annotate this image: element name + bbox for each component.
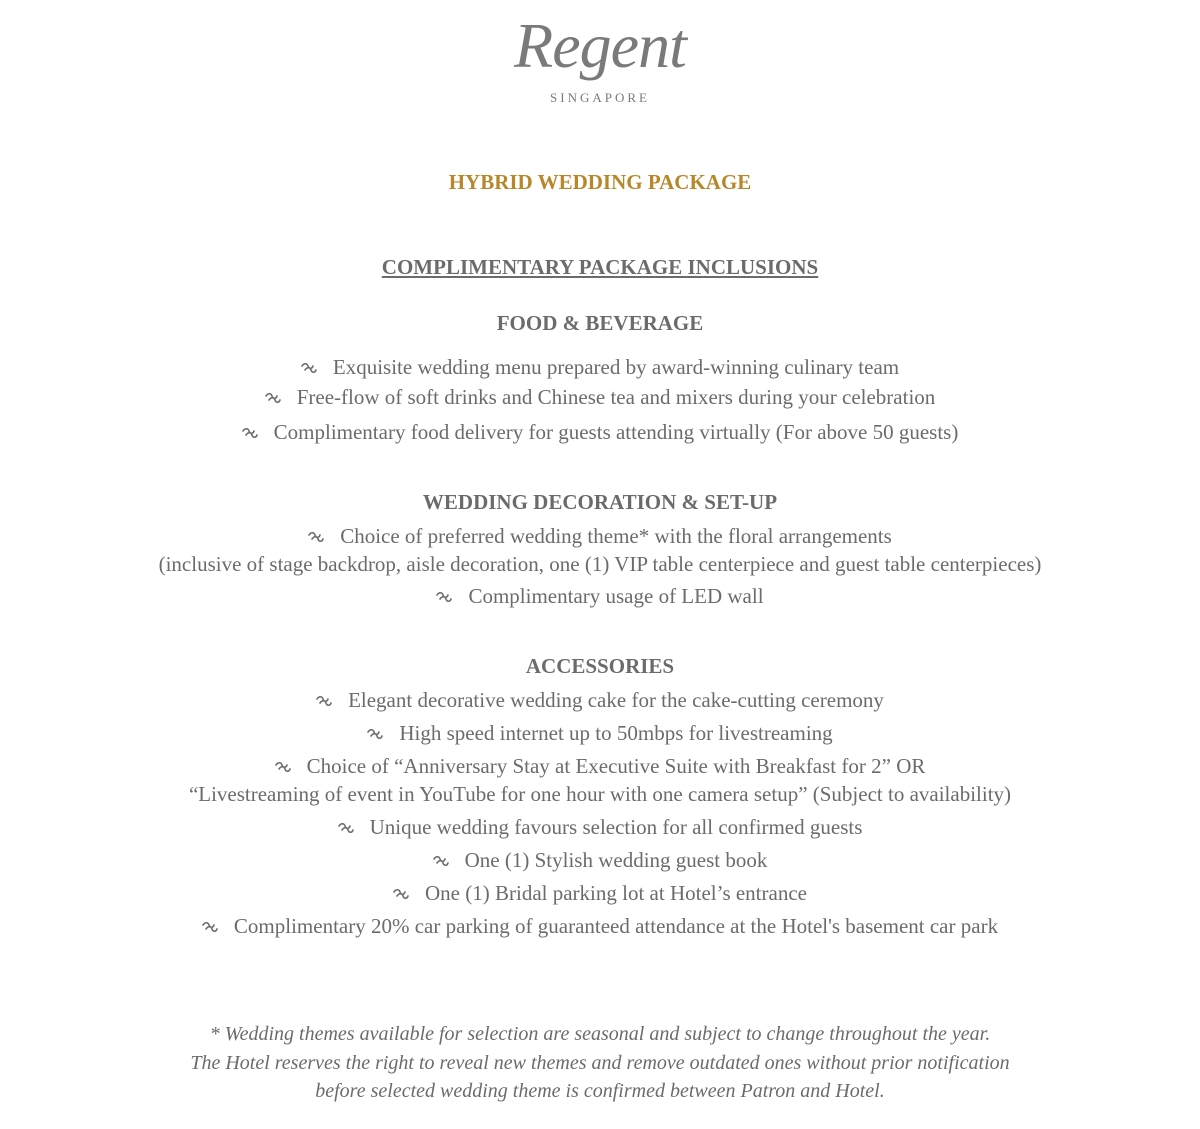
list-item-text: One (1) Stylish wedding guest book <box>464 848 768 872</box>
list-item <box>0 418 1200 446</box>
list-item-text: Free-flow of soft drinks and Chinese tea and mixers during your celebration <box>296 385 936 409</box>
footnote-line: before selected wedding theme is confirmed between Patron and Hotel. <box>315 1080 885 1102</box>
list-item-continuation: “Livestreaming of event in YouTube for one hour with one camera setup” (Subject to availability) <box>188 782 1012 806</box>
food-heading: FOOD & BEVERAGE <box>496 311 704 335</box>
decoration-heading: WEDDING DECORATION & SET-UP <box>422 490 778 514</box>
list-item <box>0 813 1200 841</box>
fleuron-bullet-icon <box>316 695 332 707</box>
package-title: HYBRID WEDDING PACKAGE <box>448 170 752 194</box>
footnote-line: * Wedding themes available for selection are seasonal and subject to change throughout the year. <box>209 1023 991 1045</box>
list-item <box>0 846 1200 874</box>
list-item-text: Complimentary food delivery for guests attending virtually (For above 50 guests) <box>273 420 959 444</box>
fleuron-bullet-icon <box>393 888 409 900</box>
list-item-text: Choice of preferred wedding theme* with the floral arrangements <box>340 524 892 548</box>
brand-logo <box>0 6 1200 106</box>
list-item <box>0 879 1200 907</box>
fleuron-bullet-icon <box>436 591 452 603</box>
list-item-text: Exquisite wedding menu prepared by award-winning culinary team <box>332 355 900 379</box>
list-item <box>0 353 1200 381</box>
fleuron-bullet-icon <box>308 531 324 543</box>
fleuron-bullet-icon <box>338 822 354 834</box>
fleuron-bullet-icon <box>301 362 317 374</box>
list-item <box>0 522 1200 550</box>
list-item <box>0 912 1200 940</box>
list-item-text: Choice of “Anniversary Stay at Executive Suite with Breakfast for 2” OR <box>306 754 926 778</box>
fleuron-bullet-icon <box>433 855 449 867</box>
list-item-continuation: (inclusive of stage backdrop, aisle decoration, one (1) VIP table centerpiece and guest table centerpieces) <box>158 552 1042 576</box>
list-item <box>0 719 1200 747</box>
list-item-text: Unique wedding favours selection for all confirmed guests <box>369 815 863 839</box>
list-item <box>0 383 1200 411</box>
list-item <box>0 752 1200 780</box>
list-item <box>0 686 1200 714</box>
list-item-text: Complimentary 20% car parking of guaranteed attendance at the Hotel's basement car park <box>233 914 999 938</box>
logo-wordmark: Regent <box>514 10 686 81</box>
fleuron-bullet-icon <box>242 427 258 439</box>
accessories-heading: ACCESSORIES <box>525 654 675 678</box>
fleuron-bullet-icon <box>265 392 281 404</box>
inclusions-heading: COMPLIMENTARY PACKAGE INCLUSIONS <box>381 255 819 279</box>
list-item <box>0 582 1200 610</box>
fleuron-bullet-icon <box>275 761 291 773</box>
list-item-text: One (1) Bridal parking lot at Hotel’s entrance <box>425 881 807 905</box>
list-item-text: High speed internet up to 50mbps for livestreaming <box>399 721 833 745</box>
fleuron-bullet-icon <box>202 921 218 933</box>
list-item-text: Elegant decorative wedding cake for the cake-cutting ceremony <box>348 688 884 712</box>
footnote-line: The Hotel reserves the right to reveal new themes and remove outdated ones without prior notification <box>190 1052 1010 1074</box>
list-item-text: Complimentary usage of LED wall <box>468 584 764 608</box>
logo-subtitle: SINGAPORE <box>550 90 650 105</box>
fleuron-bullet-icon <box>367 728 383 740</box>
